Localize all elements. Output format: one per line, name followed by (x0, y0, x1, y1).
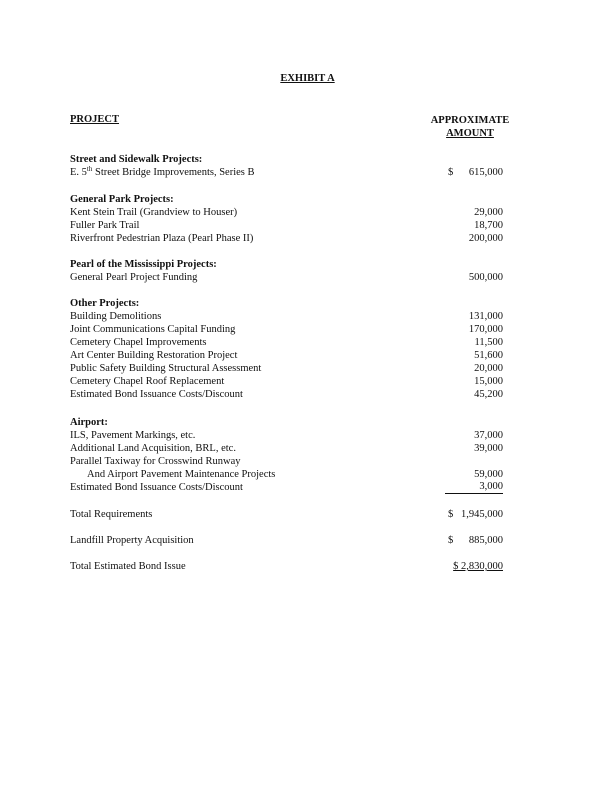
table-row (70, 442, 506, 455)
label-suffix: Street Bridge Improvements, Series B (92, 167, 255, 178)
bond-issue-label: Total Estimated Bond Issue (70, 561, 186, 572)
table-row (70, 349, 506, 362)
project-amount: 200,000 (468, 233, 503, 244)
project-label: Additional Land Acquisition, BRL, etc. (70, 443, 236, 454)
total-requirements-row (70, 508, 506, 521)
table-row (70, 375, 506, 388)
table-row (70, 508, 506, 521)
dollar-sign: $ (448, 535, 454, 546)
project-amount: 11,500 (474, 337, 503, 348)
column-header-project: PROJECT (70, 114, 120, 125)
section-airport (70, 416, 506, 494)
column-header-amount-line2: AMOUNT (446, 128, 494, 139)
project-amount: 39,000 (474, 443, 503, 454)
landfill-label: Landfill Property Acquisition (70, 535, 194, 546)
project-amount: 615,000 (468, 167, 503, 178)
landfill-row (70, 534, 506, 547)
section-other-projects (70, 297, 506, 401)
table-row (70, 206, 506, 219)
project-amount: 131,000 (468, 311, 503, 322)
table-row (70, 271, 506, 284)
section-heading: Street and Sidewalk Projects: (70, 154, 203, 165)
project-label: Public Safety Building Structural Assessment (70, 363, 262, 374)
project-label: Joint Communications Capital Funding (70, 324, 236, 335)
project-amount-subtotal-line: 3,000 (445, 481, 503, 494)
dollar-sign: $ (448, 509, 454, 520)
project-amount: 51,600 (474, 350, 503, 361)
column-header-amount (424, 114, 516, 140)
project-label: Cemetery Chapel Roof Replacement (70, 376, 225, 387)
project-label: Estimated Bond Issuance Costs/Discount (70, 389, 243, 400)
table-row (70, 534, 506, 547)
section-heading: Pearl of the Mississippi Projects: (70, 259, 217, 270)
section-general-park (70, 193, 506, 245)
project-label: Kent Stein Trail (Grandview to Houser) (70, 207, 238, 218)
dollar-sign: $ (448, 167, 454, 178)
project-label (70, 166, 255, 179)
project-label: ILS, Pavement Markings, etc. (70, 430, 196, 441)
table-row (70, 362, 506, 375)
table-row (70, 388, 506, 401)
section-street-sidewalk (70, 153, 506, 179)
project-amount: 29,000 (474, 207, 503, 218)
section-pearl-mississippi (70, 258, 506, 284)
table-row (70, 232, 506, 245)
ordinal-superscript: th (86, 165, 93, 173)
section-heading: General Park Projects: (70, 194, 174, 205)
project-label: Cemetery Chapel Improvements (70, 337, 207, 348)
project-amount: 20,000 (474, 363, 503, 374)
total-amount: 1,945,000 (461, 509, 503, 520)
column-header-amount-line1: APPROXIMATE (430, 115, 510, 126)
project-label-continued: And Airport Pavement Maintenance Projects (87, 469, 276, 480)
table-row (70, 560, 506, 573)
section-heading: Other Projects: (70, 298, 140, 309)
section-heading-row (70, 193, 506, 206)
total-bond-issue-row (70, 560, 506, 573)
project-amount: 45,200 (474, 389, 503, 400)
bond-issue-amount: $ 2,830,000 (453, 561, 503, 572)
total-label: Total Requirements (70, 509, 153, 520)
label-prefix: E. 5 (70, 167, 87, 178)
table-row (70, 336, 506, 349)
table-row (70, 468, 506, 481)
project-label: Parallel Taxiway for Crosswind Runway (70, 456, 241, 467)
table-row (70, 481, 506, 494)
project-label: Estimated Bond Issuance Costs/Discount (70, 482, 243, 493)
section-heading-row (70, 153, 506, 166)
project-amount: 18,700 (474, 220, 503, 231)
project-amount: 500,000 (468, 272, 503, 283)
table-row (70, 166, 506, 179)
exhibit-title: EXHIBIT A (280, 73, 335, 84)
project-label: Fuller Park Trail (70, 220, 140, 231)
section-heading-row (70, 297, 506, 310)
project-label: Building Demolitions (70, 311, 162, 322)
project-amount: 59,000 (474, 469, 503, 480)
section-heading: Airport: (70, 417, 108, 428)
project-label: Riverfront Pedestrian Plaza (Pearl Phase II) (70, 233, 254, 244)
project-label: General Pearl Project Funding (70, 272, 198, 283)
landfill-amount: 885,000 (468, 535, 503, 546)
table-row (70, 455, 506, 468)
table-row (70, 310, 506, 323)
section-heading-row (70, 416, 506, 429)
section-heading-row (70, 258, 506, 271)
project-label: Art Center Building Restoration Project (70, 350, 238, 361)
table-row (70, 323, 506, 336)
project-amount: 15,000 (474, 376, 503, 387)
project-amount: 37,000 (474, 430, 503, 441)
project-amount: 170,000 (468, 324, 503, 335)
table-row (70, 219, 506, 232)
table-row (70, 429, 506, 442)
